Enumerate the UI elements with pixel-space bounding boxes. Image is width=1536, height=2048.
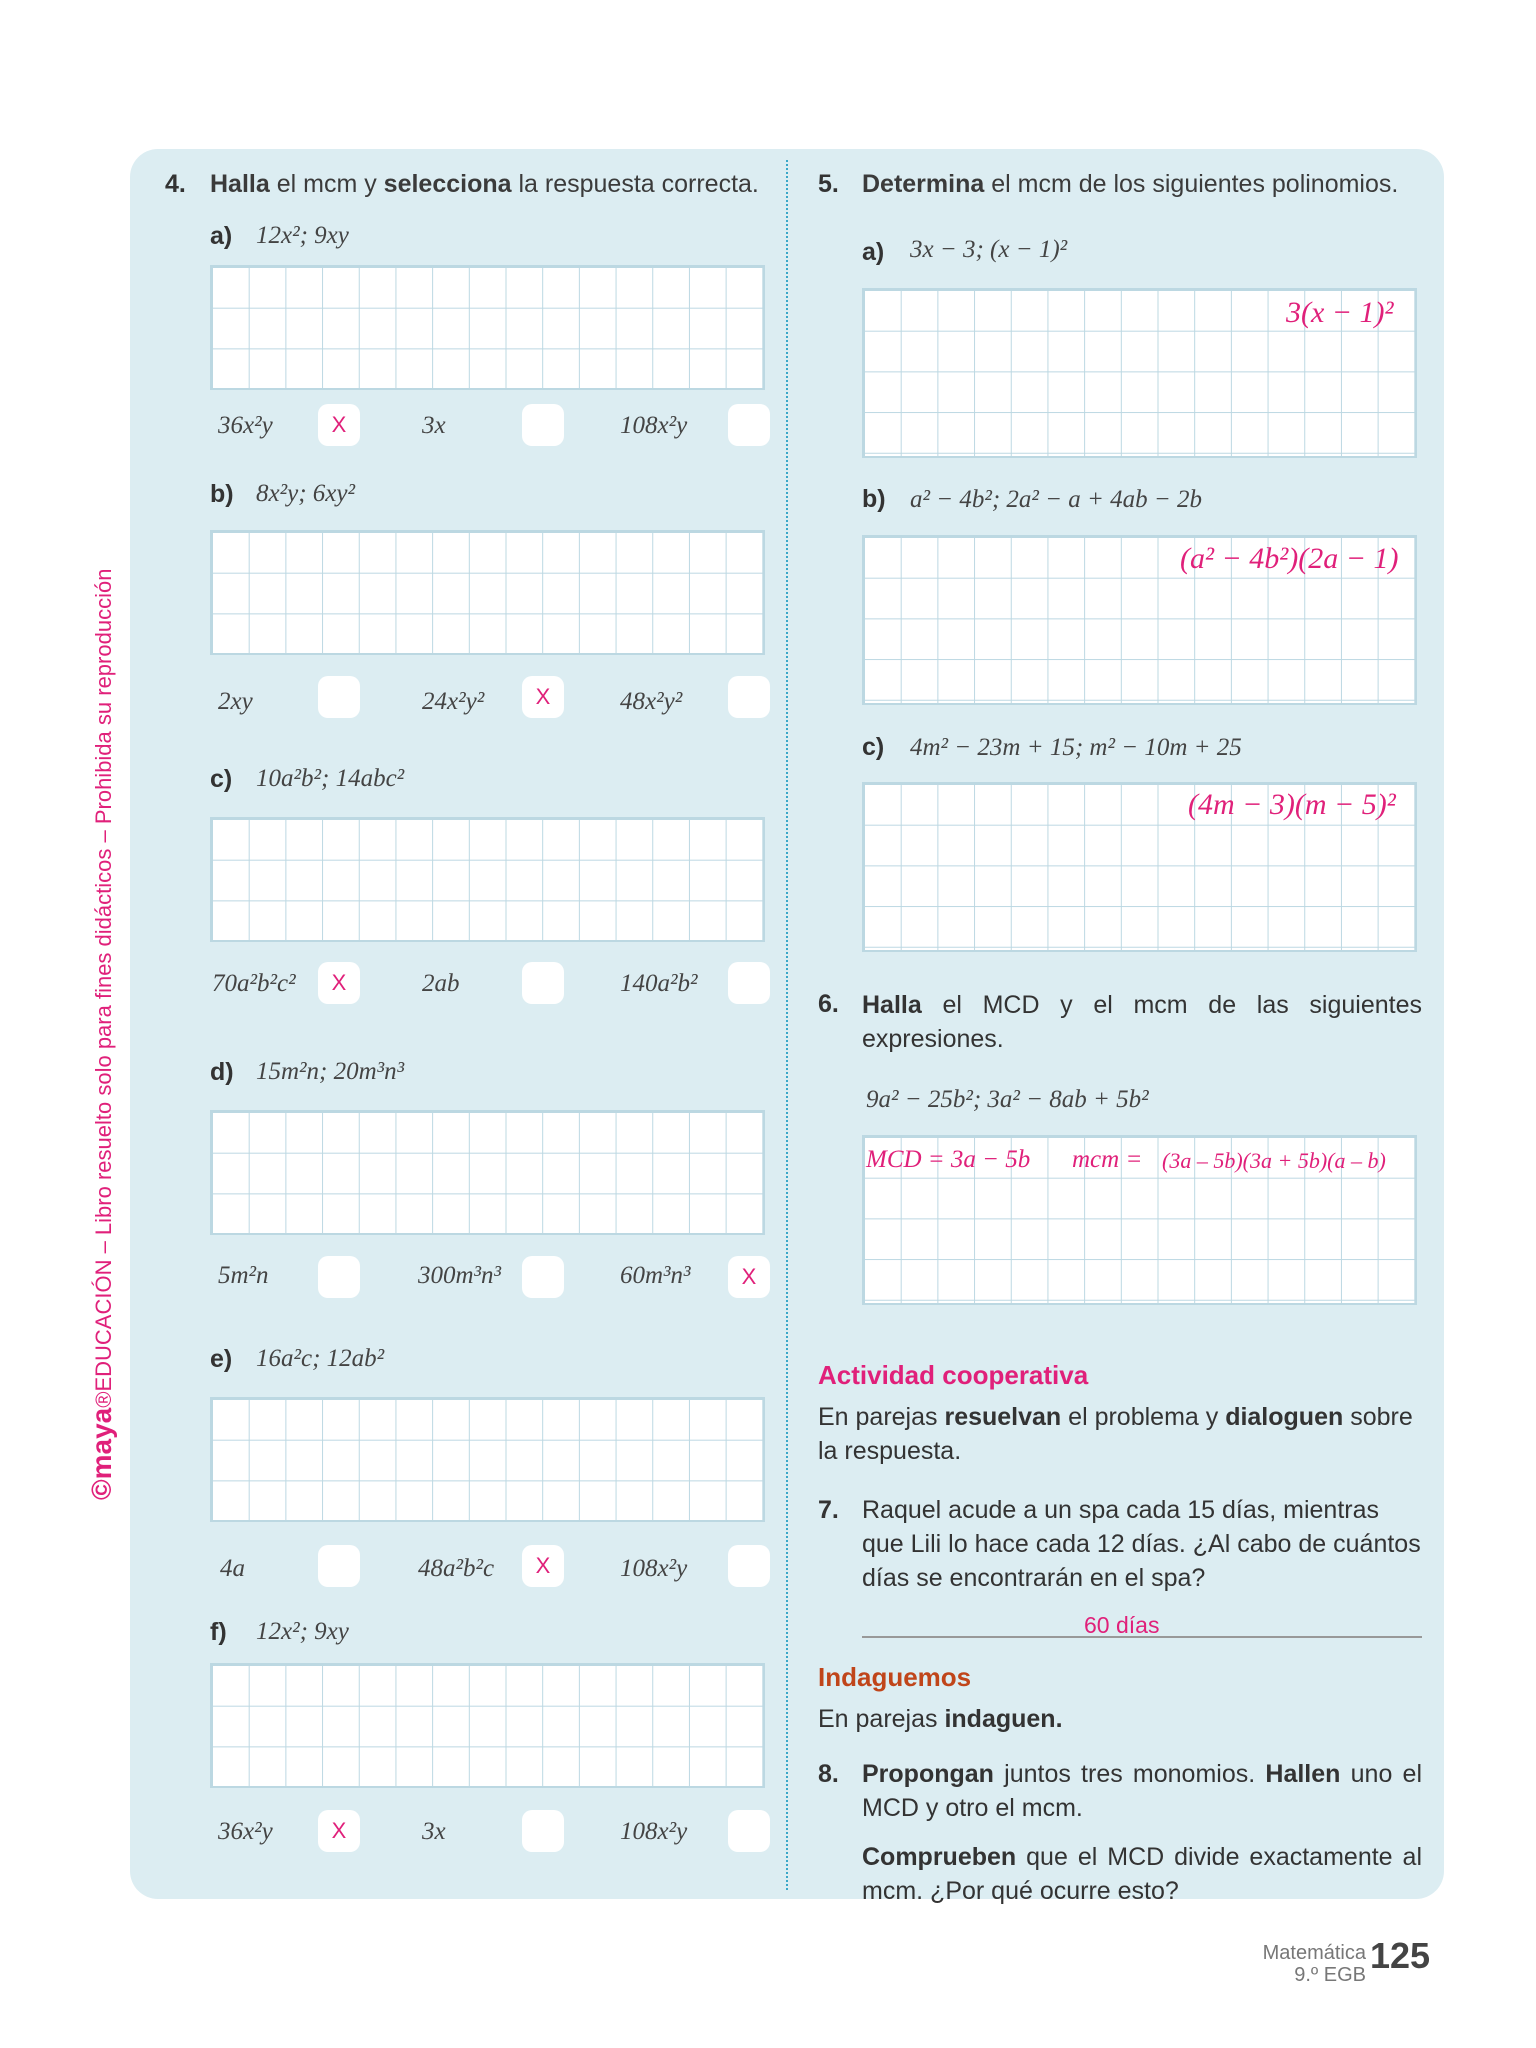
q4f-checkbox-2[interactable]: [522, 1810, 564, 1852]
q4e-checkbox-1[interactable]: [318, 1545, 360, 1587]
q4c-checkbox-2[interactable]: [522, 962, 564, 1004]
q4f-label: f): [210, 1618, 227, 1646]
q4e-label: e): [210, 1345, 233, 1373]
q4f-checkbox-1[interactable]: X: [318, 1810, 360, 1852]
coop-intro: En parejas resuelvan el problema y dialoguen sobre la respuesta.: [818, 1403, 1413, 1465]
q4a-label: a): [210, 222, 233, 250]
q4b-checkbox-3[interactable]: [728, 676, 770, 718]
q4f-option-1: 36x²y: [218, 1818, 273, 1845]
q4a-option-2: 3x: [422, 412, 446, 439]
q4a-checkbox-2[interactable]: [522, 404, 564, 446]
q6-title: Halla el MCD y el mcm de las siguientes expresiones.: [862, 991, 1422, 1053]
q4c-checkbox-3[interactable]: [728, 962, 770, 1004]
q4c-expression: 10a²b²; 14abc²: [256, 765, 405, 792]
q4f-option-3: 108x²y: [620, 1818, 688, 1845]
q4a-grid[interactable]: [210, 265, 765, 390]
q4c-option-2: 2ab: [422, 970, 460, 997]
q5c-label: c): [862, 733, 885, 761]
q5-number: 5.: [818, 170, 839, 198]
q4a-option-3: 108x²y: [620, 412, 688, 439]
coop-heading: Actividad cooperativa: [818, 1360, 1089, 1390]
q6-expression: 9a² − 25b²; 3a² − 8ab + 5b²: [866, 1086, 1149, 1113]
q4e-expression: 16a²c; 12ab²: [256, 1345, 385, 1372]
q4-number: 4.: [165, 170, 186, 198]
maya-brand: ©maya: [86, 1407, 117, 1500]
q4b-checkbox-2[interactable]: X: [522, 676, 564, 718]
q7-text: Raquel acude a un spa cada 15 días, mientras que Lili lo hace cada 12 días. ¿Al cabo de cuántos días se encontrarán en el spa?: [862, 1496, 1421, 1592]
q6-answer-mcm-label: mcm =: [1072, 1146, 1143, 1173]
q4d-option-3: 60m³n³: [620, 1262, 691, 1289]
q5b-answer: (a² − 4b²)(2a − 1): [1180, 542, 1399, 575]
footer-subject: [1263, 1942, 1366, 1986]
q4a-checkbox-3[interactable]: [728, 404, 770, 446]
q4d-label: d): [210, 1058, 234, 1086]
q4b-option-2: 24x²y²: [422, 688, 485, 715]
q4c-option-3: 140a²b²: [620, 970, 698, 997]
q4d-option-1: 5m²n: [218, 1262, 269, 1289]
subject-name: Matemática: [1262, 1942, 1366, 1964]
q4e-option-2: 48a²b²c: [418, 1555, 495, 1582]
q5b-expression: a² − 4b²; 2a² − a + 4ab − 2b: [910, 486, 1203, 513]
q4b-expression: 8x²y; 6xy²: [256, 480, 355, 507]
q4f-grid[interactable]: [210, 1663, 765, 1788]
q4e-grid[interactable]: [210, 1397, 765, 1522]
q8-number: 8.: [818, 1760, 839, 1788]
q7-answer: 60 días: [1084, 1612, 1160, 1638]
q4d-expression: 15m²n; 20m³n³: [256, 1058, 405, 1085]
grade-level: 9.º EGB: [1294, 1964, 1366, 1986]
q6-number: 6.: [818, 990, 839, 1018]
q5c-expression: 4m² − 23m + 15; m² − 10m + 25: [910, 734, 1242, 761]
q5a-answer: 3(x − 1)²: [1286, 296, 1394, 329]
q6-answer-mcd: MCD = 3a − 5b: [866, 1146, 1031, 1173]
copyright-notice: ®EDUCACIÓN – Libro resuelto solo para fines didácticos – Prohibida su reproducción: [91, 568, 116, 1408]
q5-title: Determina el mcm de los siguientes polinomios.: [862, 170, 1399, 198]
page-number: 125: [1370, 1935, 1431, 1976]
q6-answer-mcm: (3a – 5b)(3a + 5b)(a – b): [1162, 1148, 1386, 1173]
q4a-checkbox-1[interactable]: X: [318, 404, 360, 446]
q4b-grid[interactable]: [210, 530, 765, 655]
q4b-option-3: 48x²y²: [620, 688, 683, 715]
column-divider: [786, 160, 788, 1890]
q5a-expression: 3x − 3; (x − 1)²: [910, 236, 1068, 263]
q5c-answer: (4m − 3)(m − 5)²: [1188, 788, 1396, 821]
q4-title: Halla el mcm y selecciona la respuesta correcta.: [210, 170, 759, 198]
q4f-option-2: 3x: [422, 1818, 446, 1845]
q4c-checkbox-1[interactable]: X: [318, 962, 360, 1004]
q4d-checkbox-3[interactable]: X: [728, 1256, 770, 1298]
q4b-option-1: 2xy: [218, 688, 253, 715]
q4f-expression: 12x²; 9xy: [256, 1618, 349, 1645]
q4f-checkbox-3[interactable]: [728, 1810, 770, 1852]
q4d-checkbox-2[interactable]: [522, 1256, 564, 1298]
q8-paragraph-1: Propongan juntos tres monomios. Hallen uno el MCD y otro el mcm.: [862, 1760, 1423, 1822]
q4e-option-3: 108x²y: [620, 1555, 688, 1582]
q4c-grid[interactable]: [210, 817, 765, 942]
q4a-option-1: 36x²y: [218, 412, 273, 439]
q4e-checkbox-2[interactable]: X: [522, 1545, 564, 1587]
q4c-label: c): [210, 765, 233, 793]
q4d-option-2: 300m³n³: [418, 1262, 502, 1289]
q5b-label: b): [862, 485, 886, 513]
q4c-option-1: 70a²b²c²: [212, 970, 296, 997]
q4d-grid[interactable]: [210, 1110, 765, 1235]
q4e-checkbox-3[interactable]: [728, 1545, 770, 1587]
q7-number: 7.: [818, 1496, 839, 1524]
q4e-option-1: 4a: [220, 1555, 245, 1582]
copyright-side-text: [86, 540, 118, 1500]
q4b-checkbox-1[interactable]: [318, 676, 360, 718]
q5a-label: a): [862, 238, 885, 266]
indag-intro: En parejas indaguen.: [818, 1705, 1063, 1733]
q8-paragraph-2: Comprueben que el MCD divide exactamente al mcm. ¿Por qué ocurre esto?: [862, 1843, 1422, 1905]
q4d-checkbox-1[interactable]: [318, 1256, 360, 1298]
q4a-expression: 12x²; 9xy: [256, 222, 349, 249]
q4b-label: b): [210, 480, 234, 508]
indag-heading: Indaguemos: [818, 1662, 972, 1692]
